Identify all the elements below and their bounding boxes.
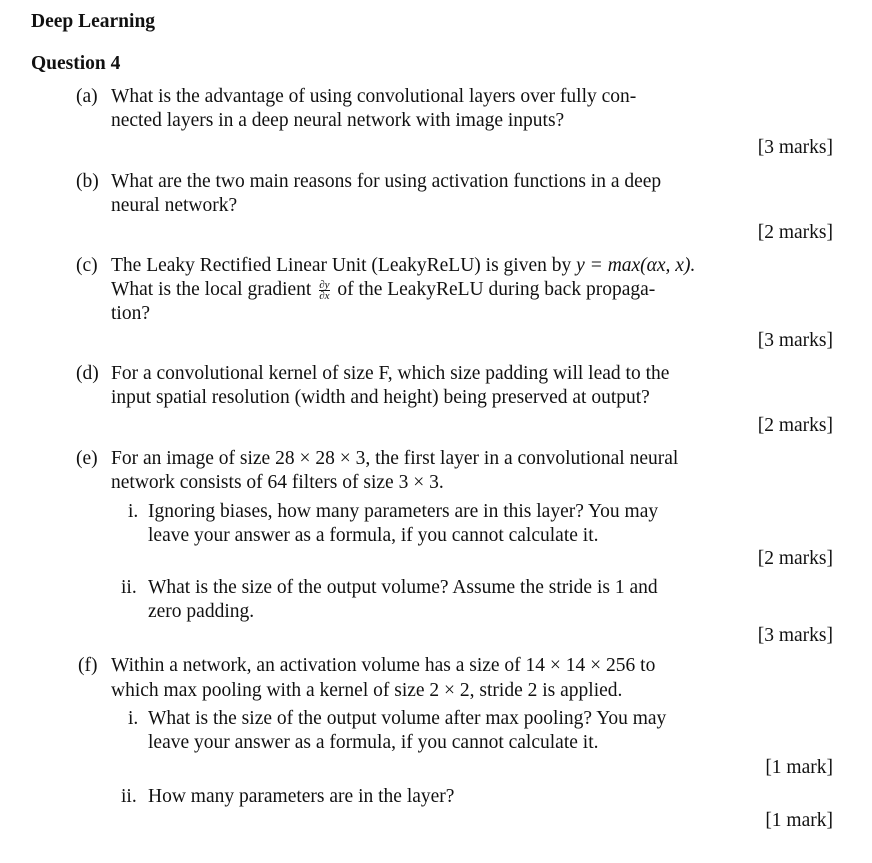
question-text: What is the size of the output volume after max pooling? You may <box>148 708 667 729</box>
question-text: How many parameters are in the layer? <box>148 786 455 807</box>
part-label: (a) <box>76 86 98 107</box>
marks: [2 marks] <box>757 222 833 243</box>
question-text: Ignoring biases, how many parameters are in this layer? You may <box>148 501 659 522</box>
part-label: (c) <box>76 255 98 276</box>
subpart-label: i. <box>128 501 139 522</box>
question-text <box>111 255 695 277</box>
text: The Leaky Rectified Linear Unit (LeakyReLU) is given by <box>111 255 577 276</box>
part-label: (d) <box>76 363 99 384</box>
question-text: nected layers in a deep neural network with image inputs? <box>111 110 565 131</box>
question-text: For a convolutional kernel of size F, which size padding will lead to the <box>111 363 670 384</box>
marks: [3 marks] <box>757 625 833 646</box>
formula: y = max(αx, x). <box>576 255 696 276</box>
question-text: Within a network, an activation volume has a size of 14 × 14 × 256 to <box>111 655 656 676</box>
question-text: neural network? <box>111 195 238 216</box>
section-title: Deep Learning <box>31 11 156 32</box>
marks: [1 mark] <box>765 810 833 831</box>
question-text: What are the two main reasons for using activation functions in a deep <box>111 171 662 192</box>
part-label: (e) <box>76 448 98 469</box>
question-text: tion? <box>111 303 150 324</box>
question-text: leave your answer as a formula, if you cannot calculate it. <box>148 525 599 546</box>
question-text: What is the size of the output volume? Assume the stride is 1 and <box>148 577 658 598</box>
numerator: ∂y <box>319 279 330 292</box>
question-heading: Question 4 <box>31 53 121 74</box>
subpart-label: ii. <box>121 786 137 807</box>
marks: [3 marks] <box>757 137 833 158</box>
part-label: (b) <box>76 171 99 192</box>
marks: [3 marks] <box>757 330 833 351</box>
question-text: which max pooling with a kernel of size 2 × 2, stride 2 is applied. <box>111 680 623 701</box>
marks: [2 marks] <box>757 415 833 436</box>
question-text: zero padding. <box>148 601 255 622</box>
subpart-label: i. <box>128 708 139 729</box>
part-label: (f) <box>78 655 98 676</box>
text: What is the local gradient <box>111 279 317 300</box>
denominator: ∂x <box>319 290 330 303</box>
question-text: input spatial resolution (width and height) being preserved at output? <box>111 387 650 408</box>
marks: [2 marks] <box>757 548 833 569</box>
partial-derivative <box>319 280 329 301</box>
question-text: For an image of size 28 × 28 × 3, the first layer in a convolutional neural <box>111 448 679 469</box>
text: of the LeakyReLU during back propaga- <box>332 279 656 300</box>
marks: [1 mark] <box>765 757 833 778</box>
subpart-label: ii. <box>121 577 137 598</box>
question-text: network consists of 64 filters of size 3 × 3. <box>111 472 444 493</box>
question-text <box>111 279 655 301</box>
question-text: leave your answer as a formula, if you cannot calculate it. <box>148 732 599 753</box>
question-text: What is the advantage of using convolutional layers over fully con- <box>111 86 637 107</box>
